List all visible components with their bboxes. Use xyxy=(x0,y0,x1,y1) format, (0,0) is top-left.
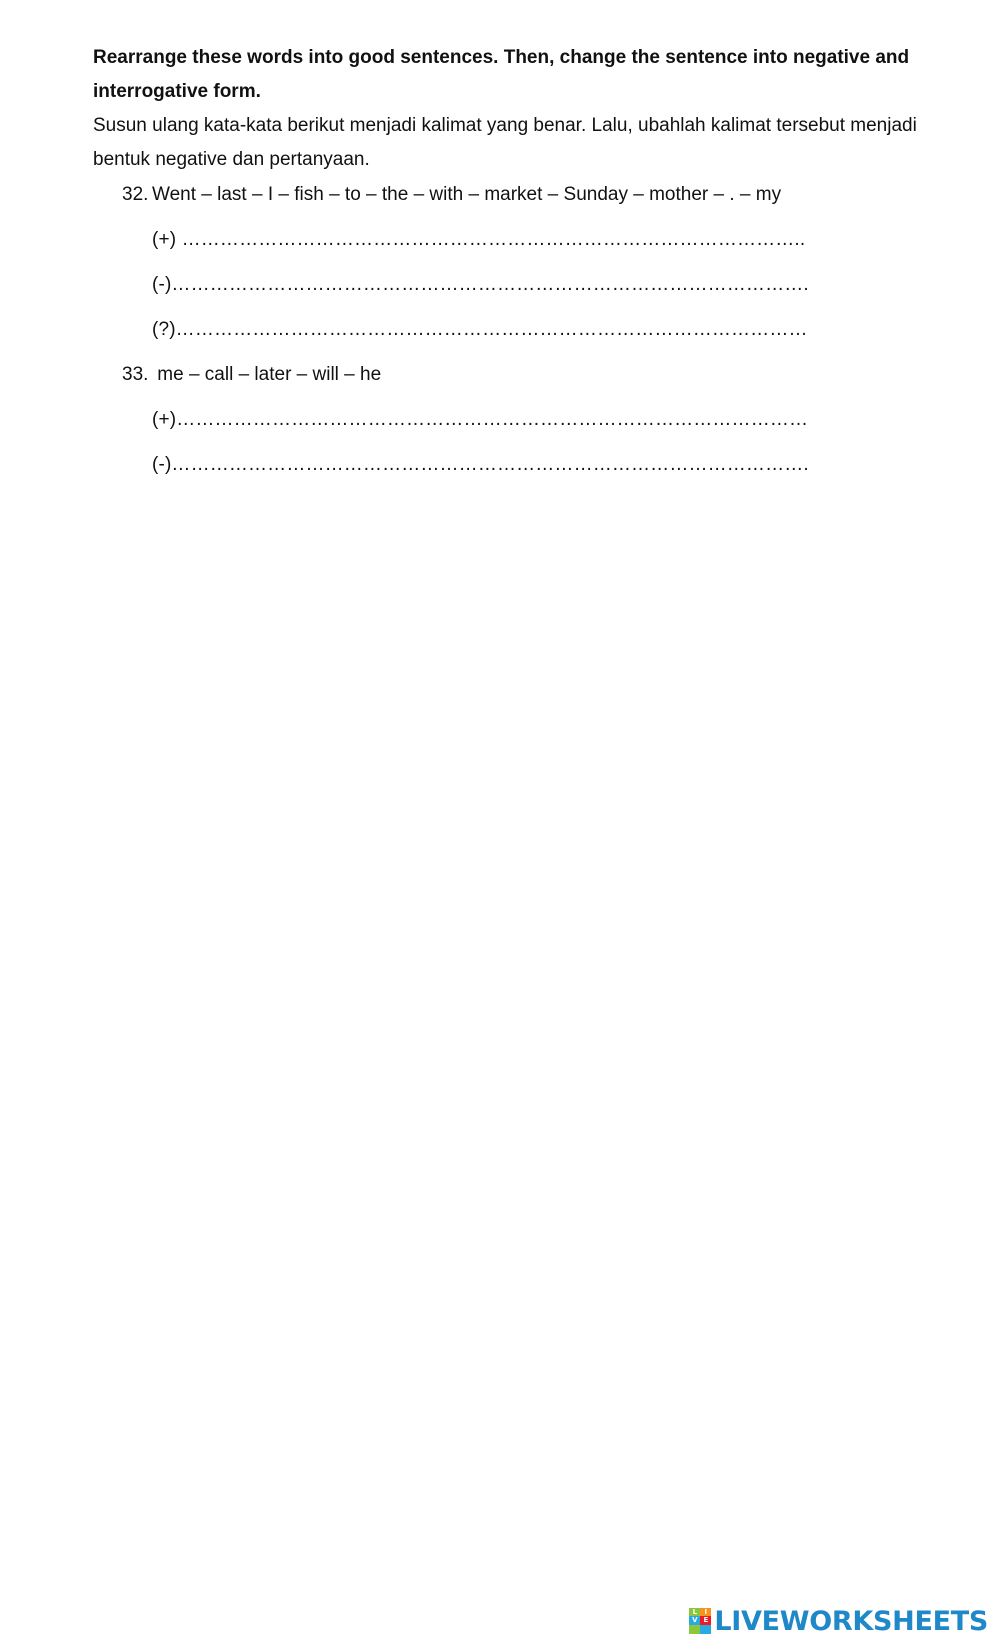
liveworksheets-logo[interactable] xyxy=(689,1603,988,1639)
question-number: 33. xyxy=(122,364,149,385)
logo-mark-letter: I xyxy=(700,1608,711,1616)
question-words: Went – last – I – fish – to – the – with – market – Sunday – mother – . – my xyxy=(152,184,782,205)
logo-mark-block xyxy=(689,1625,700,1634)
answer-positive-line[interactable]: (+) …………………………………………………………………………………….. xyxy=(152,229,806,250)
liveworksheets-logo-icon xyxy=(689,1608,711,1634)
logo-mark-letter: E xyxy=(700,1616,711,1625)
answer-positive-line[interactable]: (+)……………………………………………………………………………………… xyxy=(152,409,809,430)
question-words: me – call – later – will – he xyxy=(157,364,382,385)
answer-negative-line[interactable]: (-)………………………………………………………………………………………. xyxy=(152,274,809,295)
answer-negative-line[interactable]: (-)………………………………………………………………………………………. xyxy=(152,454,809,475)
question-32 xyxy=(122,180,781,210)
logo-mark-letter: V xyxy=(689,1616,700,1625)
question-number: 32. xyxy=(122,184,149,205)
answer-interrogative-line[interactable]: (?)……………………………………………………………………………………… xyxy=(152,319,808,340)
instruction-heading: Rearrange these words into good sentences. Then, change the sentence into negative and interrogative form. xyxy=(93,47,910,102)
question-33 xyxy=(122,360,381,390)
logo-mark-letter: L xyxy=(689,1608,700,1616)
logo-text: LIVEWORKSHEETS xyxy=(714,1605,988,1637)
instruction-translation: Susun ulang kata-kata berikut menjadi kalimat yang benar. Lalu, ubahlah kalimat tersebut menjadi bentuk negative dan pertanyaan. xyxy=(93,115,917,170)
logo-mark-block xyxy=(700,1625,711,1634)
